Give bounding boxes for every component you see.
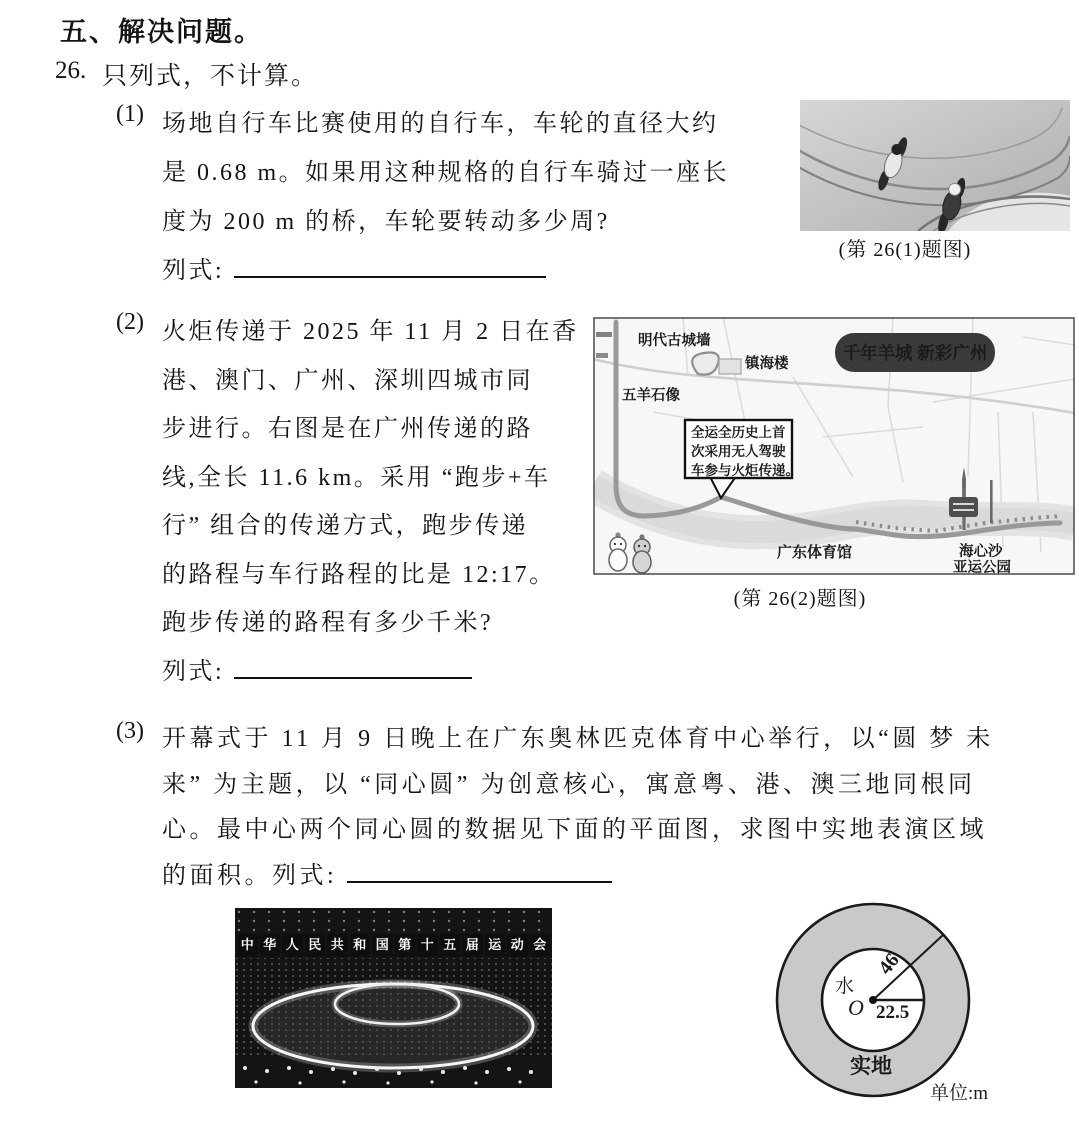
concentric-circles-diagram <box>755 878 1020 1110</box>
p3-answer-blank <box>347 857 612 883</box>
banner-character: 五 <box>440 934 461 956</box>
unit-label: 单位:m <box>930 1083 989 1104</box>
banner-character: 会 <box>530 934 551 956</box>
p2-line: 行” 组合的传递方式，跑步传递 <box>162 513 529 539</box>
velodrome-photo-art <box>800 100 1070 231</box>
ceremony-photo <box>235 908 552 1088</box>
stadium-stands <box>235 908 552 934</box>
p1-line: 度为 200 m 的桥，车轮要转动多少周? <box>162 209 610 235</box>
tower-label: 镇海楼 <box>745 356 789 372</box>
inner-radius-value: 22.5 <box>876 1002 910 1023</box>
p2-line: 线,全长 11.6 km。采用 “跑步+车 <box>162 464 551 491</box>
p3-number: (3) <box>116 718 144 744</box>
p2-expression-label: 列式: <box>162 658 225 685</box>
callout-line: 全运全历史上首 <box>691 425 786 440</box>
banner-character: 动 <box>507 934 528 956</box>
p1-expression-label: 列式: <box>162 258 225 284</box>
velodrome-photo <box>800 100 1070 231</box>
p1-text <box>162 100 729 296</box>
torch-route-map <box>593 317 1075 575</box>
banner-character: 国 <box>372 934 393 956</box>
banner-character: 共 <box>327 934 348 956</box>
water-label: 水 <box>835 976 855 997</box>
banner-character: 华 <box>260 934 281 956</box>
p3-line: 心。最中心两个同心圆的数据见下面的平面图，求图中实地表演区域 <box>162 817 987 843</box>
p2-line: 步进行。右图是在广州传递的路 <box>162 416 533 442</box>
zhenhai-tower-sketch <box>719 359 741 374</box>
banner-character: 届 <box>462 934 483 956</box>
p2-line: 跑步传递的路程有多少千米? <box>162 610 494 636</box>
banner-character: 和 <box>350 934 371 956</box>
park-badge-text-line <box>953 503 974 505</box>
map-block <box>596 353 608 358</box>
gym-label: 广东体育馆 <box>777 544 853 561</box>
p2-figure-caption: (第 26(2)题图) <box>733 588 867 610</box>
banner-character: 十 <box>417 934 438 956</box>
p1-figure-caption: (第 26(1)题图) <box>838 239 972 261</box>
p2-line: 港、澳门、广州、深圳四城市同 <box>162 367 533 394</box>
outer-radius-value: 46 <box>874 949 904 979</box>
five-rams-statue-sketch <box>692 353 719 375</box>
banner-character: 人 <box>282 934 303 956</box>
tower-icon <box>990 480 993 523</box>
banner-character: 运 <box>485 934 506 956</box>
banner-character: 民 <box>305 934 326 956</box>
p2-expression-line <box>162 648 579 697</box>
park-label-2: 亚运公园 <box>953 560 1011 575</box>
map-banner-text: 千年羊城 新彩广州 <box>842 343 988 363</box>
banner-character: 第 <box>395 934 416 956</box>
park-badge-text-line <box>953 509 974 511</box>
p1-expression-line <box>162 247 729 296</box>
p3-line: 来” 为主题，以 “同心圆” 为创意核心，寓意粤、港、澳三地同根同 <box>162 771 976 798</box>
callout-line: 次采用无人驾驶 <box>691 444 786 459</box>
statue-label: 五羊石像 <box>622 388 680 404</box>
wall-label: 明代古城墙 <box>638 333 711 349</box>
p1-answer-blank <box>234 252 546 278</box>
callout-line: 车参与火炬传递。 <box>691 463 799 478</box>
p1-line: 是 0.68 m。如果用这种规格的自行车骑过一座长 <box>162 160 730 186</box>
park-label-1: 海心沙 <box>959 544 1003 560</box>
ground-label: 实地 <box>850 1055 892 1078</box>
p1-line: 场地自行车比赛使用的自行车，车轮的直径大约 <box>162 111 719 137</box>
ceremony-title-banner <box>237 934 550 956</box>
section-title: 五、解决问题。 <box>60 17 263 47</box>
question-instruction: 只列式，不计算。 <box>102 63 319 90</box>
park-badge <box>949 497 978 517</box>
question-number: 26. <box>55 57 87 84</box>
p3-line: 开幕式于 11 月 9 日晚上在广东奥林匹克体育中心举行，以“圆 梦 未 <box>162 726 994 752</box>
p2-line: 的路程与车行路程的比是 12:17。 <box>162 561 556 588</box>
p3-text <box>162 717 994 899</box>
p2-number: (2) <box>116 309 144 335</box>
banner-character: 中 <box>237 934 258 956</box>
concentric-circles-art <box>755 878 1020 1110</box>
p2-text <box>162 308 579 696</box>
center-label: O <box>848 995 864 1020</box>
p2-answer-blank <box>234 653 472 679</box>
p2-line: 火炬传递于 2025 年 11 月 2 日在香 <box>162 319 579 345</box>
p3-expression-label: 的面积。列式: <box>162 862 338 889</box>
torch-route-map-art <box>593 317 1075 575</box>
p1-number: (1) <box>116 101 144 127</box>
map-block <box>596 332 612 337</box>
